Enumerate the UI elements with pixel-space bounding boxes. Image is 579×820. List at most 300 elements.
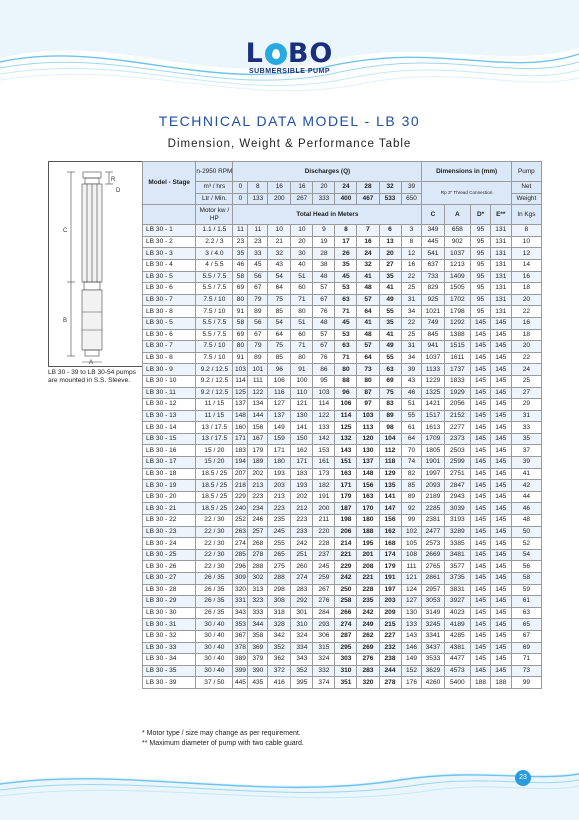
table-row (143, 294, 542, 306)
dimension-cell: 145 (471, 665, 491, 677)
model-stage-cell: LB 30 - 11 (143, 387, 196, 399)
head-cell: 228 (313, 538, 335, 550)
table-row (143, 445, 542, 457)
model-stage-cell: LB 30 - 9 (143, 364, 196, 376)
head-cell: 88 (335, 375, 357, 387)
head-cell: 35 (379, 317, 401, 329)
dimension-cell: 941 (422, 341, 444, 353)
table-row (143, 306, 542, 318)
head-cell: 191 (379, 573, 401, 585)
table-row (143, 561, 542, 573)
model-stage-cell: LB 30 - 32 (143, 630, 196, 642)
table-row (143, 491, 542, 503)
head-cell: 232 (379, 642, 401, 654)
head-cell: 288 (268, 573, 291, 585)
weight-cell: 52 (511, 538, 541, 550)
weight-cell: 69 (511, 642, 541, 654)
head-cell: 16 (401, 259, 422, 271)
m3h-value: 16 (268, 182, 291, 194)
ltr-value: 333 (313, 193, 335, 205)
head-cell: 202 (248, 468, 268, 480)
head-cell: 121 (401, 573, 422, 585)
motor-cell: 11 / 15 (196, 399, 233, 411)
head-cell: 445 (233, 677, 248, 689)
head-cell: 283 (357, 665, 379, 677)
head-cell: 213 (248, 480, 268, 492)
head-cell: 331 (233, 596, 248, 608)
model-stage-cell: LB 30 - 28 (143, 584, 196, 596)
table-row (143, 526, 542, 538)
head-cell: 399 (233, 665, 248, 677)
head-cell: 89 (401, 491, 422, 503)
dimension-cell: 2847 (444, 480, 471, 492)
head-cell: 11 (233, 225, 248, 237)
dimension-cell: 145 (471, 445, 491, 457)
head-cell: 143 (335, 445, 357, 457)
dimension-cell: 3341 (422, 630, 444, 642)
head-cell: 61 (401, 422, 422, 434)
head-cell: 168 (379, 538, 401, 550)
head-cell: 203 (379, 596, 401, 608)
m3h-value: 20 (313, 182, 335, 194)
motor-cell: 18.5 / 25 (196, 480, 233, 492)
head-cell: 57 (357, 294, 379, 306)
dimension-cell: 3245 (422, 619, 444, 631)
head-cell: 127 (401, 596, 422, 608)
head-cell: 67 (313, 341, 335, 353)
head-cell: 228 (357, 584, 379, 596)
head-cell: 8 (401, 236, 422, 248)
head-cell: 70 (401, 445, 422, 457)
dimension-cell: 145 (471, 491, 491, 503)
dimension-cell: 925 (422, 294, 444, 306)
head-cell: 48 (313, 271, 335, 283)
weight-cell: 48 (511, 515, 541, 527)
head-cell: 132 (335, 433, 357, 445)
head-cell: 118 (379, 457, 401, 469)
col-header-c: C (422, 205, 444, 225)
head-cell: 245 (313, 561, 335, 573)
dimension-cell: 1613 (422, 422, 444, 434)
head-cell: 152 (401, 665, 422, 677)
head-cell: 234 (248, 503, 268, 515)
head-cell: 318 (268, 607, 291, 619)
pump-dimension-diagram (48, 161, 144, 367)
head-cell: 278 (379, 677, 401, 689)
dimension-cell: 2765 (422, 561, 444, 573)
weight-cell: 8 (511, 225, 541, 237)
head-cell: 258 (335, 596, 357, 608)
head-cell: 260 (291, 561, 313, 573)
table-row (143, 549, 542, 561)
motor-cell: 9.2 / 12.5 (196, 387, 233, 399)
head-cell: 212 (291, 503, 313, 515)
dimension-cell: 131 (490, 259, 511, 271)
head-cell: 308 (268, 596, 291, 608)
model-stage-cell: LB 30 - 17 (143, 457, 196, 469)
dimension-cell: 145 (471, 503, 491, 515)
head-cell: 85 (401, 480, 422, 492)
head-cell: 188 (357, 526, 379, 538)
head-cell: 163 (335, 468, 357, 480)
head-cell: 71 (291, 341, 313, 353)
head-cell: 41 (379, 329, 401, 341)
dimension-cell: 145 (471, 630, 491, 642)
head-cell: 33 (248, 248, 268, 260)
head-cell: 151 (335, 457, 357, 469)
head-cell: 149 (268, 422, 291, 434)
head-cell: 82 (401, 468, 422, 480)
head-cell: 153 (313, 445, 335, 457)
head-cell: 35 (335, 259, 357, 271)
dimension-cell: 1709 (422, 433, 444, 445)
head-cell: 22 (401, 271, 422, 283)
head-cell: 333 (248, 607, 268, 619)
dimension-cell: 845 (422, 329, 444, 341)
dimension-cell: 2669 (422, 549, 444, 561)
dimension-cell: 3289 (444, 526, 471, 538)
footnote-motor: * Motor type / size may change as per requirement. (142, 730, 301, 737)
dimension-cell: 131 (490, 306, 511, 318)
head-cell: 160 (233, 422, 248, 434)
table-row (143, 387, 542, 399)
head-cell: 57 (357, 341, 379, 353)
model-stage-cell: LB 30 - 23 (143, 526, 196, 538)
head-cell: 306 (313, 630, 335, 642)
footnotes (142, 729, 304, 749)
head-cell: 182 (313, 480, 335, 492)
dimension-cell: 2599 (444, 457, 471, 469)
model-stage-cell: LB 30 - 10 (143, 375, 196, 387)
head-cell: 95 (313, 375, 335, 387)
head-cell: 288 (248, 561, 268, 573)
head-cell: 142 (313, 433, 335, 445)
dimension-cell: 3831 (444, 584, 471, 596)
model-stage-cell: LB 30 - 5 (143, 317, 196, 329)
dimension-cell: 145 (471, 654, 491, 666)
head-cell: 171 (233, 433, 248, 445)
head-cell: 111 (401, 561, 422, 573)
head-cell: 374 (313, 677, 335, 689)
table-row (143, 410, 542, 422)
head-cell: 85 (268, 352, 291, 364)
head-cell: 309 (233, 573, 248, 585)
motor-cell: 7.5 / 10 (196, 352, 233, 364)
dimension-cell: 145 (490, 375, 511, 387)
head-cell: 367 (233, 630, 248, 642)
col-header-total-head: Total Head in Meters (233, 205, 422, 225)
dimension-cell: 1798 (444, 306, 471, 318)
head-cell: 162 (379, 526, 401, 538)
head-cell: 12 (401, 248, 422, 260)
head-cell: 104 (379, 433, 401, 445)
ltr-value: 133 (248, 193, 268, 205)
motor-cell: 15 / 20 (196, 457, 233, 469)
head-cell: 252 (233, 515, 248, 527)
head-cell: 21 (268, 236, 291, 248)
dimension-cell: 145 (471, 422, 491, 434)
head-cell: 122 (248, 387, 268, 399)
dimension-cell: 1037 (444, 248, 471, 260)
head-cell: 242 (335, 573, 357, 585)
model-stage-cell: LB 30 - 27 (143, 573, 196, 585)
dimension-cell: 1517 (422, 410, 444, 422)
dimension-cell: 3629 (422, 665, 444, 677)
table-row (143, 573, 542, 585)
table-row (143, 642, 542, 654)
dimension-cell: 95 (471, 294, 491, 306)
dimension-cell: 749 (422, 317, 444, 329)
head-cell: 99 (401, 515, 422, 527)
head-cell: 195 (357, 538, 379, 550)
head-cell: 167 (248, 433, 268, 445)
table-row (143, 538, 542, 550)
head-cell: 129 (379, 468, 401, 480)
head-cell: 342 (268, 630, 291, 642)
dimension-cell: 131 (490, 225, 511, 237)
motor-cell: 30 / 40 (196, 654, 233, 666)
motor-cell: 18.5 / 25 (196, 491, 233, 503)
dimension-cell: 145 (471, 341, 491, 353)
head-cell: 6 (379, 225, 401, 237)
m3h-value: 24 (335, 182, 357, 194)
model-stage-cell: LB 30 - 8 (143, 352, 196, 364)
dimension-cell: 95 (471, 259, 491, 271)
table-row (143, 283, 542, 295)
head-cell: 237 (313, 549, 335, 561)
head-cell: 97 (357, 399, 379, 411)
weight-cell: 12 (511, 248, 541, 260)
head-cell: 122 (313, 410, 335, 422)
head-cell: 242 (357, 607, 379, 619)
head-cell: 17 (335, 236, 357, 248)
technical-data-table (142, 161, 542, 689)
head-cell: 58 (233, 317, 248, 329)
motor-cell: 5.5 / 7.5 (196, 283, 233, 295)
head-cell: 144 (248, 410, 268, 422)
head-cell: 209 (379, 607, 401, 619)
head-cell: 69 (233, 283, 248, 295)
dimension-cell: 145 (490, 596, 511, 608)
dim-label-d: D (116, 188, 121, 194)
dimension-cell: 902 (444, 236, 471, 248)
head-cell: 235 (357, 596, 379, 608)
head-cell: 54 (268, 271, 291, 283)
head-cell: 324 (291, 630, 313, 642)
dimension-cell: 1229 (422, 375, 444, 387)
table-row (143, 329, 542, 341)
head-cell: 114 (233, 375, 248, 387)
head-cell: 34 (401, 306, 422, 318)
head-cell: 274 (335, 619, 357, 631)
head-cell: 55 (379, 352, 401, 364)
head-cell: 267 (313, 584, 335, 596)
head-cell: 389 (233, 654, 248, 666)
dimension-cell: 1292 (444, 317, 471, 329)
dim-label-b: B (63, 318, 68, 324)
motor-cell: 26 / 35 (196, 584, 233, 596)
dimension-cell: 131 (490, 236, 511, 248)
table-row (143, 665, 542, 677)
dimension-cell: 2943 (444, 491, 471, 503)
dimension-cell: 145 (471, 410, 491, 422)
table-row (143, 480, 542, 492)
head-cell: 218 (233, 480, 248, 492)
dimension-cell: 145 (471, 515, 491, 527)
head-cell: 32 (357, 259, 379, 271)
head-cell: 91 (233, 306, 248, 318)
head-cell: 34 (401, 352, 422, 364)
col-header-pump: Pump (511, 162, 541, 182)
motor-cell: 30 / 40 (196, 665, 233, 677)
head-cell: 369 (248, 642, 268, 654)
weight-cell: 44 (511, 491, 541, 503)
head-cell: 60 (291, 283, 313, 295)
model-stage-cell: LB 30 - 16 (143, 445, 196, 457)
table-row (143, 677, 542, 689)
head-cell: 89 (248, 352, 268, 364)
dimension-cell: 145 (471, 375, 491, 387)
dimension-cell: 1611 (444, 352, 471, 364)
motor-cell: 1.1 / 1.5 (196, 225, 233, 237)
motor-cell: 9.2 / 12.5 (196, 375, 233, 387)
dimension-cell: 131 (490, 294, 511, 306)
head-cell: 48 (313, 317, 335, 329)
dimension-cell: 145 (490, 433, 511, 445)
head-cell: 229 (335, 561, 357, 573)
dimension-cell: 145 (471, 526, 491, 538)
dimension-cell: 131 (490, 271, 511, 283)
dimension-cell: 445 (422, 236, 444, 248)
dimension-cell: 2189 (422, 491, 444, 503)
head-cell: 135 (379, 480, 401, 492)
model-stage-cell: LB 30 - 39 (143, 677, 196, 689)
ltr-value: 650 (401, 193, 422, 205)
dimension-cell: 4260 (422, 677, 444, 689)
dimension-cell: 3533 (422, 654, 444, 666)
weight-cell: 10 (511, 236, 541, 248)
head-cell: 41 (357, 271, 379, 283)
head-cell: 80 (291, 306, 313, 318)
motor-cell: 37 / 50 (196, 677, 233, 689)
head-cell: 22 (401, 317, 422, 329)
head-cell: 343 (233, 607, 248, 619)
head-cell: 268 (248, 538, 268, 550)
head-cell: 214 (335, 538, 357, 550)
col-header-dimensions: Dimensions in (mm) (422, 162, 511, 182)
head-cell: 343 (291, 654, 313, 666)
head-cell: 221 (357, 573, 379, 585)
head-cell: 112 (379, 445, 401, 457)
model-stage-cell: LB 30 - 18 (143, 468, 196, 480)
head-cell: 64 (357, 352, 379, 364)
dimension-cell: 1929 (444, 387, 471, 399)
page-subtitle: Dimension, Weight & Performance Table (167, 138, 412, 150)
head-cell: 435 (248, 677, 268, 689)
head-cell: 147 (379, 503, 401, 515)
dimension-cell: 95 (471, 306, 491, 318)
dimension-cell: 4285 (444, 630, 471, 642)
model-stage-cell: LB 30 - 5 (143, 271, 196, 283)
head-cell: 197 (379, 584, 401, 596)
table-row (143, 422, 542, 434)
head-cell: 106 (268, 375, 291, 387)
dimension-cell: 145 (471, 538, 491, 550)
head-cell: 189 (248, 457, 268, 469)
model-stage-cell: LB 30 - 12 (143, 399, 196, 411)
head-cell: 320 (357, 677, 379, 689)
head-cell: 223 (268, 503, 291, 515)
head-cell: 193 (268, 468, 291, 480)
motor-cell: 9.2 / 12.5 (196, 364, 233, 376)
head-cell: 328 (268, 619, 291, 631)
table-row (143, 503, 542, 515)
head-cell: 213 (268, 491, 291, 503)
head-cell: 67 (313, 294, 335, 306)
table-row (143, 375, 542, 387)
head-cell: 240 (233, 503, 248, 515)
dimension-cell: 145 (490, 630, 511, 642)
model-stage-cell: LB 30 - 25 (143, 549, 196, 561)
col-header-thread: Rp 3" Thread Connection (422, 182, 511, 205)
head-cell: 194 (233, 457, 248, 469)
head-cell: 51 (291, 317, 313, 329)
sleeve-note: LB 30 - 39 to LB 30-54 pumps are mounted in S.S. Sleeve. (48, 369, 136, 384)
head-cell: 67 (248, 283, 268, 295)
head-cell: 274 (291, 573, 313, 585)
head-cell: 106 (335, 399, 357, 411)
head-cell: 75 (268, 294, 291, 306)
head-cell: 64 (268, 329, 291, 341)
table-row (143, 352, 542, 364)
dimension-cell: 2477 (422, 526, 444, 538)
dim-label-a: A (89, 360, 94, 366)
head-cell: 80 (335, 364, 357, 376)
head-cell: 30 (291, 248, 313, 260)
head-cell: 55 (401, 410, 422, 422)
motor-cell: 13 / 17.5 (196, 422, 233, 434)
dimension-cell: 3039 (444, 503, 471, 515)
dimension-cell: 4189 (444, 619, 471, 631)
head-cell: 85 (268, 306, 291, 318)
head-cell: 113 (357, 422, 379, 434)
dimension-cell: 3735 (444, 573, 471, 585)
table-row (143, 248, 542, 260)
head-cell: 53 (335, 283, 357, 295)
head-cell: 265 (268, 549, 291, 561)
head-cell: 372 (268, 665, 291, 677)
head-cell: 49 (379, 294, 401, 306)
motor-cell: 26 / 35 (196, 573, 233, 585)
head-cell: 76 (313, 306, 335, 318)
head-cell: 133 (401, 619, 422, 631)
head-cell: 211 (313, 515, 335, 527)
head-cell: 105 (401, 538, 422, 550)
dimension-cell: 2957 (422, 584, 444, 596)
dimension-cell: 145 (490, 549, 511, 561)
head-cell: 76 (313, 352, 335, 364)
motor-cell: 26 / 35 (196, 596, 233, 608)
head-cell: 111 (248, 375, 268, 387)
ltr-value: 0 (233, 193, 248, 205)
dimension-cell: 145 (471, 573, 491, 585)
dimension-cell: 3053 (422, 596, 444, 608)
dimension-cell: 1833 (444, 375, 471, 387)
dimension-cell: 145 (490, 607, 511, 619)
model-stage-cell: LB 30 - 6 (143, 283, 196, 295)
dimension-cell: 1037 (422, 352, 444, 364)
dimension-cell: 145 (490, 329, 511, 341)
